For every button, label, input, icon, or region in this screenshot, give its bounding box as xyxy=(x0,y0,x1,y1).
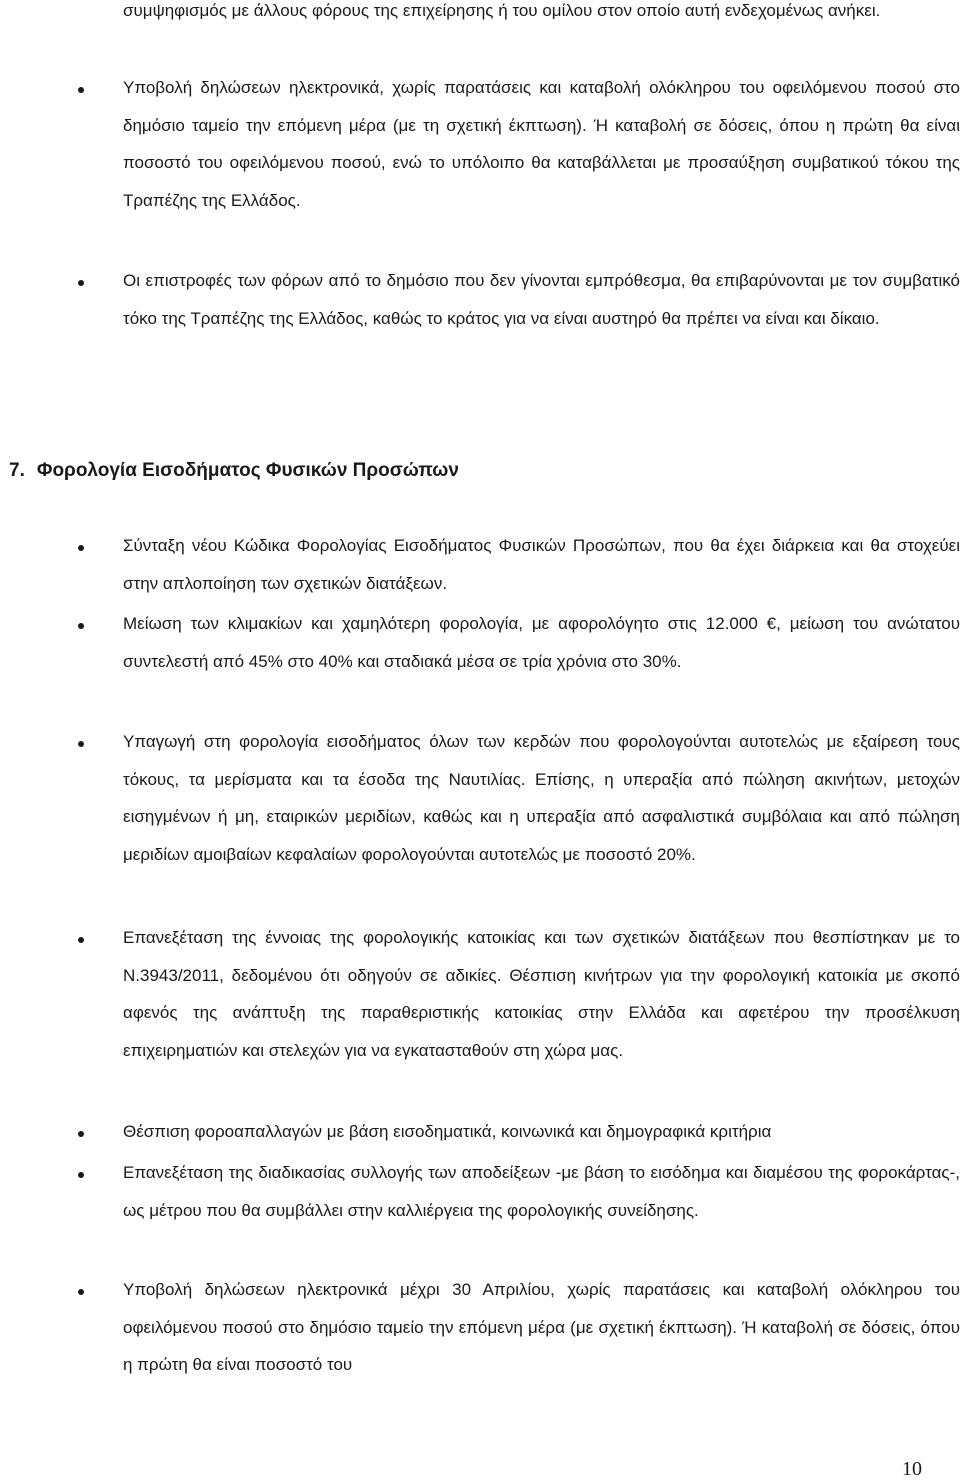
bullet-icon xyxy=(78,623,84,629)
section-bullet-6: Επανεξέταση της διαδικασίας συλλογής των αποδείξεων -με βάση το εισόδημα και διαμέσου της φοροκάρτας-, ως μέτρου που θα συμβάλλει στην καλλιέργεια της φορολογικής συνείδησης. xyxy=(123,1163,960,1220)
bullet-icon xyxy=(78,280,84,286)
continuation-paragraph: συμψηφισμός με άλλους φόρους της επιχείρησης ή του ομίλου στον οποίο αυτή ενδεχομένως ανήκει. xyxy=(123,1,881,20)
section-heading xyxy=(9,456,459,486)
top-bullet-1: Υποβολή δηλώσεων ηλεκτρονικά, χωρίς παρατάσεις και καταβολή ολόκληρου του οφειλόμενου ποσού στο δημόσιο ταμείο την επόμενη μέρα (με τη σχετική έκπτωση). Ή καταβολή σε δόσεις, όπου η πρώτη θα είναι ποσοστό του οφειλόμενου ποσού, ενώ το υπόλοιπο θα καταβάλλεται με προσαύξηση συμβατικού τόκου της Τραπέζης της Ελλάδος. xyxy=(123,78,960,210)
section-bullet-4: Επανεξέταση της έννοιας της φορολογικής κατοικίας και των σχετικών διατάξεων που θεσπίστηκαν με το Ν.3943/2011, δεδομένου ότι οδηγούν σε αδικίες. Θέσπιση κινήτρων για την φορολογική κατοικία με σκοπό αφενός της ανάπτυξη της παραθεριστικής κατοικίας στην Ελλάδα και αφετέρου την προσέλκυση επιχειρηματιών και στελεχών για να εγκατασταθούν στη χώρα μας. xyxy=(123,928,960,1060)
section-bullet-1: Σύνταξη νέου Κώδικα Φορολογίας Εισοδήματος Φυσικών Προσώπων, που θα έχει διάρκεια και θα στοχεύει στην απλοποίηση των σχετικών διατάξεων. xyxy=(123,536,960,593)
bullet-icon xyxy=(78,741,84,747)
bullet-icon xyxy=(78,545,84,551)
page-number: 10 xyxy=(902,1458,922,1480)
section-bullet-5: Θέσπιση φοροαπαλλαγών με βάση εισοδηματικά, κοινωνικά και δημογραφικά κριτήρια xyxy=(123,1122,772,1141)
bullet-icon xyxy=(78,937,84,943)
section-bullet-2: Μείωση των κλιμακίων και χαμηλότερη φορολογία, με αφορολόγητο στις 12.000 €, μείωση του ανώτατου συντελεστή από 45% στο 40% και σταδιακά μέσα σε τρία χρόνια στο 30%. xyxy=(123,614,960,671)
section-title: Φορολογία Εισοδήματος Φυσικών Προσώπων xyxy=(36,460,459,481)
section-bullet-7: Υποβολή δηλώσεων ηλεκτρονικά μέχρι 30 Απριλίου, χωρίς παρατάσεις και καταβολή ολόκληρου του οφειλόμενου ποσού στο δημόσιο ταμείο την επόμενη μέρα (με σχετική έκπτωση). Ή καταβολή σε δόσεις, όπου η πρώτη θα είναι ποσοστό του xyxy=(123,1280,960,1374)
top-bullet-2: Οι επιστροφές των φόρων από το δημόσιο που δεν γίνονται εμπρόθεσμα, θα επιβαρύνονται με τον συμβατικό τόκο της Τραπέζης της Ελλάδος, καθώς το κράτος για να είναι αυστηρό θα πρέπει να είναι και δίκαιο. xyxy=(123,271,960,328)
bullet-icon xyxy=(78,1172,84,1178)
bullet-icon xyxy=(78,87,84,93)
bullet-icon xyxy=(78,1131,84,1137)
bullet-icon xyxy=(78,1289,84,1295)
section-bullet-3: Υπαγωγή στη φορολογία εισοδήματος όλων των κερδών που φορολογούνται αυτοτελώς με εξαίρεση τους τόκους, τα μερίσματα και τα έσοδα της Ναυτιλίας. Επίσης, η υπεραξία από πώληση ακινήτων, μετοχών εισηγμένων ή μη, εταιρικών μεριδίων, καθώς και η υπεραξία από ασφαλιστικά συμβόλαια και από πώληση μεριδίων αμοιβαίων κεφαλαίων φορολογούνται αυτοτελώς με ποσοστό 20%. xyxy=(123,732,960,864)
section-number: 7. xyxy=(9,460,25,481)
